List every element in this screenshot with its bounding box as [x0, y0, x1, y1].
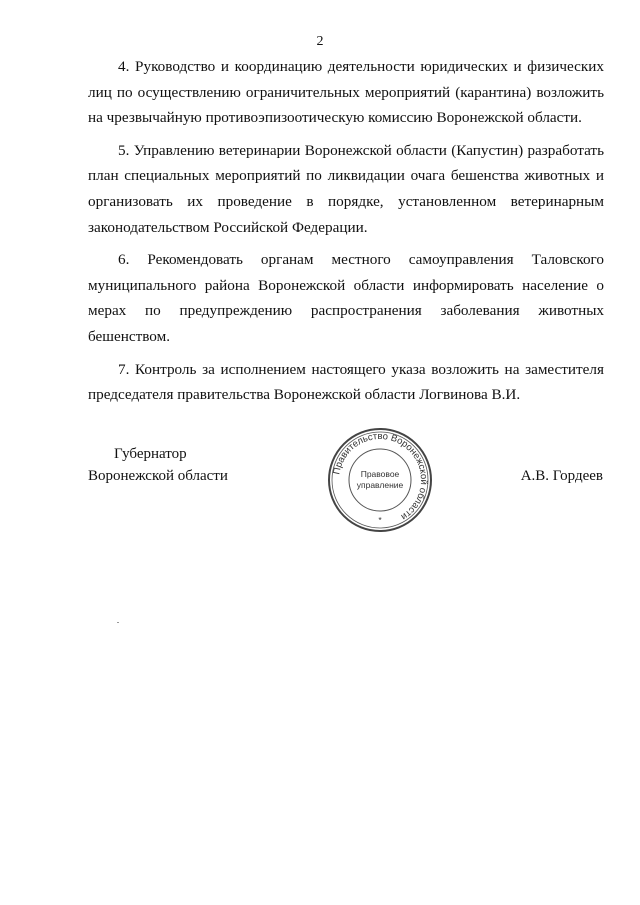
stamp-center-line2: управление [356, 480, 404, 490]
signatory-title-line2: Воронежской области [88, 468, 228, 484]
stamp-center-line1: Правовое [360, 469, 400, 479]
scan-mark [117, 622, 119, 623]
stamp-ring-text: Правительство Воронежской области [331, 430, 430, 523]
paragraph-7: 7. Контроль за исполнением настоящего указа возложить на заместителя председателя правительства Воронежской области Логвинова В.И. [88, 360, 604, 404]
paragraph-5: 5. Управлению ветеринарии Воронежской области (Капустин) разработать план специальных мероприятий по ликвидации очага бешенства животных и организовать их проведение в порядке, установленном ветеринарным законодательством Российской Федерации. [88, 141, 604, 236]
signatory-title-line1: Губернатор [114, 446, 187, 462]
signatory-name: А.В. Гордеев [520, 468, 603, 484]
signatory-title [88, 443, 228, 487]
stamp-star-icon: * [378, 515, 382, 525]
page-number: 2 [316, 34, 324, 49]
paragraph-6: 6. Рекомендовать органам местного самоуправления Таловского муниципального района Воронежской области информировать население о мерах по предупреждению распространения заболевания животных бешенством. [88, 251, 604, 345]
official-stamp [325, 425, 435, 535]
document-body [88, 54, 604, 415]
paragraph-4: 4. Руководство и координацию деятельности юридических и физических лиц по осуществлению ограничительных мероприятий (карантина) возложить на чрезвычайную противоэпизоотическую комиссию Воронежской области. [88, 58, 604, 127]
